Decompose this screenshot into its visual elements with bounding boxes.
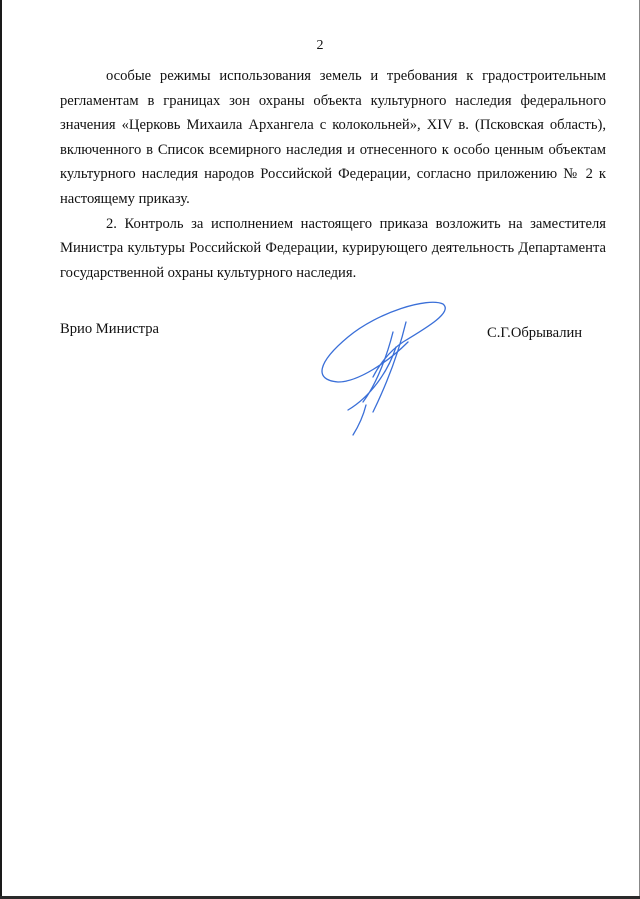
signatory-name: С.Г.Обрывалин [487,325,583,341]
signature-tail [353,405,366,435]
page-number: 2 [316,38,324,53]
signatory-position: Врио Министра [60,321,159,337]
paragraph-item-2: 2. Контроль за исполнением настоящего приказа возложить на заместителя Министра культуры Российской Федерации, курирующего деятельность Департамента государственной охраны культурного наследия. [60,215,606,281]
document-body [60,64,606,285]
signature-main-loop [322,302,445,382]
scan-border-left [0,0,2,899]
handwritten-signature [308,292,458,442]
paragraph-continuation: особые режимы использования земель и требования к градостроительным регламентам в границах зон охраны объекта культурного наследия федерального значения «Церковь Михаила Архангела с колокольней», XIV в. (Псковская область), включенного в Список всемирного наследия и отнесенного к особо ценным объектам культурного наследия народов Российской Федерации, согласно приложению № 2 к настоящему приказу. [60,68,606,207]
